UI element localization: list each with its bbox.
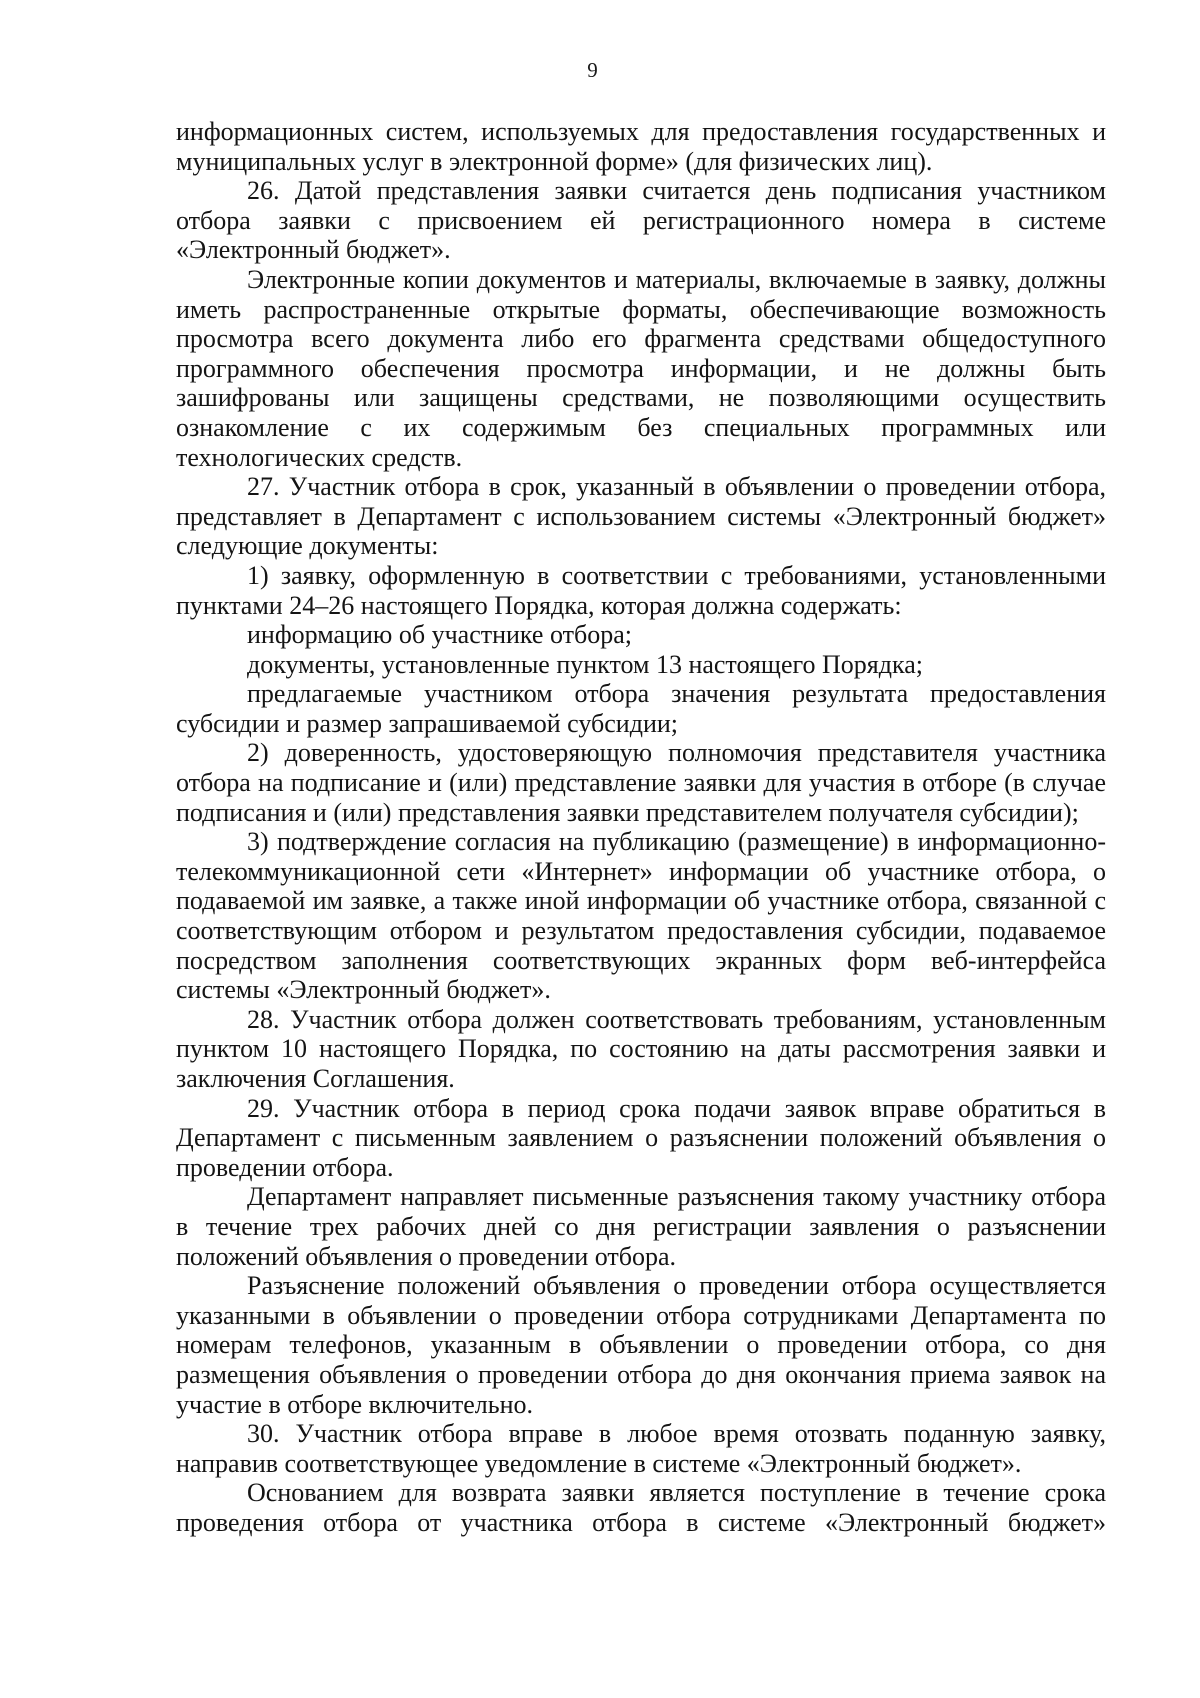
paragraph-subitem-3: 3) подтверждение согласия на публикацию (размещение) в информационно-телекоммуникационной сети «Интернет» информации об участнике отбора, о подаваемой им заявке, а также иной информации об участнике отбора, связанной с соответствующим отбором и результатом предоставления субсидии, подаваемое посредством заполнения соответствующих экранных форм веб-интерфейса системы «Электронный бюджет». xyxy=(176,827,1106,1005)
paragraph-documents: документы, установленные пунктом 13 настоящего Порядка; xyxy=(247,649,923,679)
paragraph-proposed-values: предлагаемые участником отбора значения результата предоставления субсидии и размер запрашиваемой субсидии; xyxy=(176,679,1106,738)
paragraph-electronic-copies: Электронные копии документов и материалы, включаемые в заявку, должны иметь распространенные открытые форматы, обеспечивающие возможность просмотра всего документа либо его фрагмента средствами общедоступного программного обеспечения просмотра информации, и не должны быть зашифрованы или защищены средствами, не позволяющими осуществить ознакомление с их содержимым без специальных программных или технологических средств. xyxy=(176,264,1106,472)
paragraph-subitem-1: 1) заявку, оформленную в соответствии с требованиями, установленными пунктами 24–26 настоящего Порядка, которая должна содержать: xyxy=(176,560,1106,620)
paragraph-clarification-procedure: Разъяснение положений объявления о проведении отбора осуществляется указанными в объявлении о проведении отбора сотрудниками Департамента по номерам телефонов, указанным в объявлении о проведении отбора, со дня размещения объявления о проведении отбора до дня окончания приема заявок на участие в отборе включительно. xyxy=(176,1271,1106,1419)
paragraph-item-29: 29. Участник отбора в период срока подачи заявок вправе обратиться в Департамент с письменным заявлением о разъяснении положений объявления о проведении отбора. xyxy=(176,1093,1106,1182)
paragraph-item-30: 30. Участник отбора вправе в любое время отозвать поданную заявку, направив соответствующее уведомление в системе «Электронный бюджет». xyxy=(176,1419,1106,1478)
paragraph-return-basis: Основанием для возврата заявки является поступление в течение срока проведения отбора от участника отбора в системе «Электронный бюджет» xyxy=(176,1478,1106,1537)
page-number: 9 xyxy=(587,58,598,82)
paragraph-department-clarifications: Департамент направляет письменные разъяснения такому участнику отбора в течение трех рабочих дней со дня регистрации заявления о разъяснении положений объявления о проведении отбора. xyxy=(176,1182,1106,1271)
paragraph-subitem-2: 2) доверенность, удостоверяющую полномочия представителя участника отбора на подписание и (или) представление заявки для участия в отборе (в случае подписания и (или) представления заявки представителем получателя субсидии); xyxy=(176,738,1106,827)
paragraph-item-28: 28. Участник отбора должен соответствовать требованиям, установленным пунктом 10 настоящего Порядка, по состоянию на даты рассмотрения заявки и заключения Соглашения. xyxy=(176,1004,1106,1093)
document-body xyxy=(176,117,1106,1538)
paragraph-item-27: 27. Участник отбора в срок, указанный в объявлении о проведении отбора, представляет в Департамент с использованием системы «Электронный бюджет» следующие документы: xyxy=(176,472,1106,561)
paragraph-item-26: 26. Датой представления заявки считается день подписания участником отбора заявки с присвоением ей регистрационного номера в системе «Электронный бюджет». xyxy=(176,176,1106,265)
paragraph-participant-info: информацию об участнике отбора; xyxy=(247,620,632,650)
paragraph-continuation: информационных систем, используемых для предоставления государственных и муниципальных услуг в электронной форме» (для физических лиц). xyxy=(176,117,1106,176)
